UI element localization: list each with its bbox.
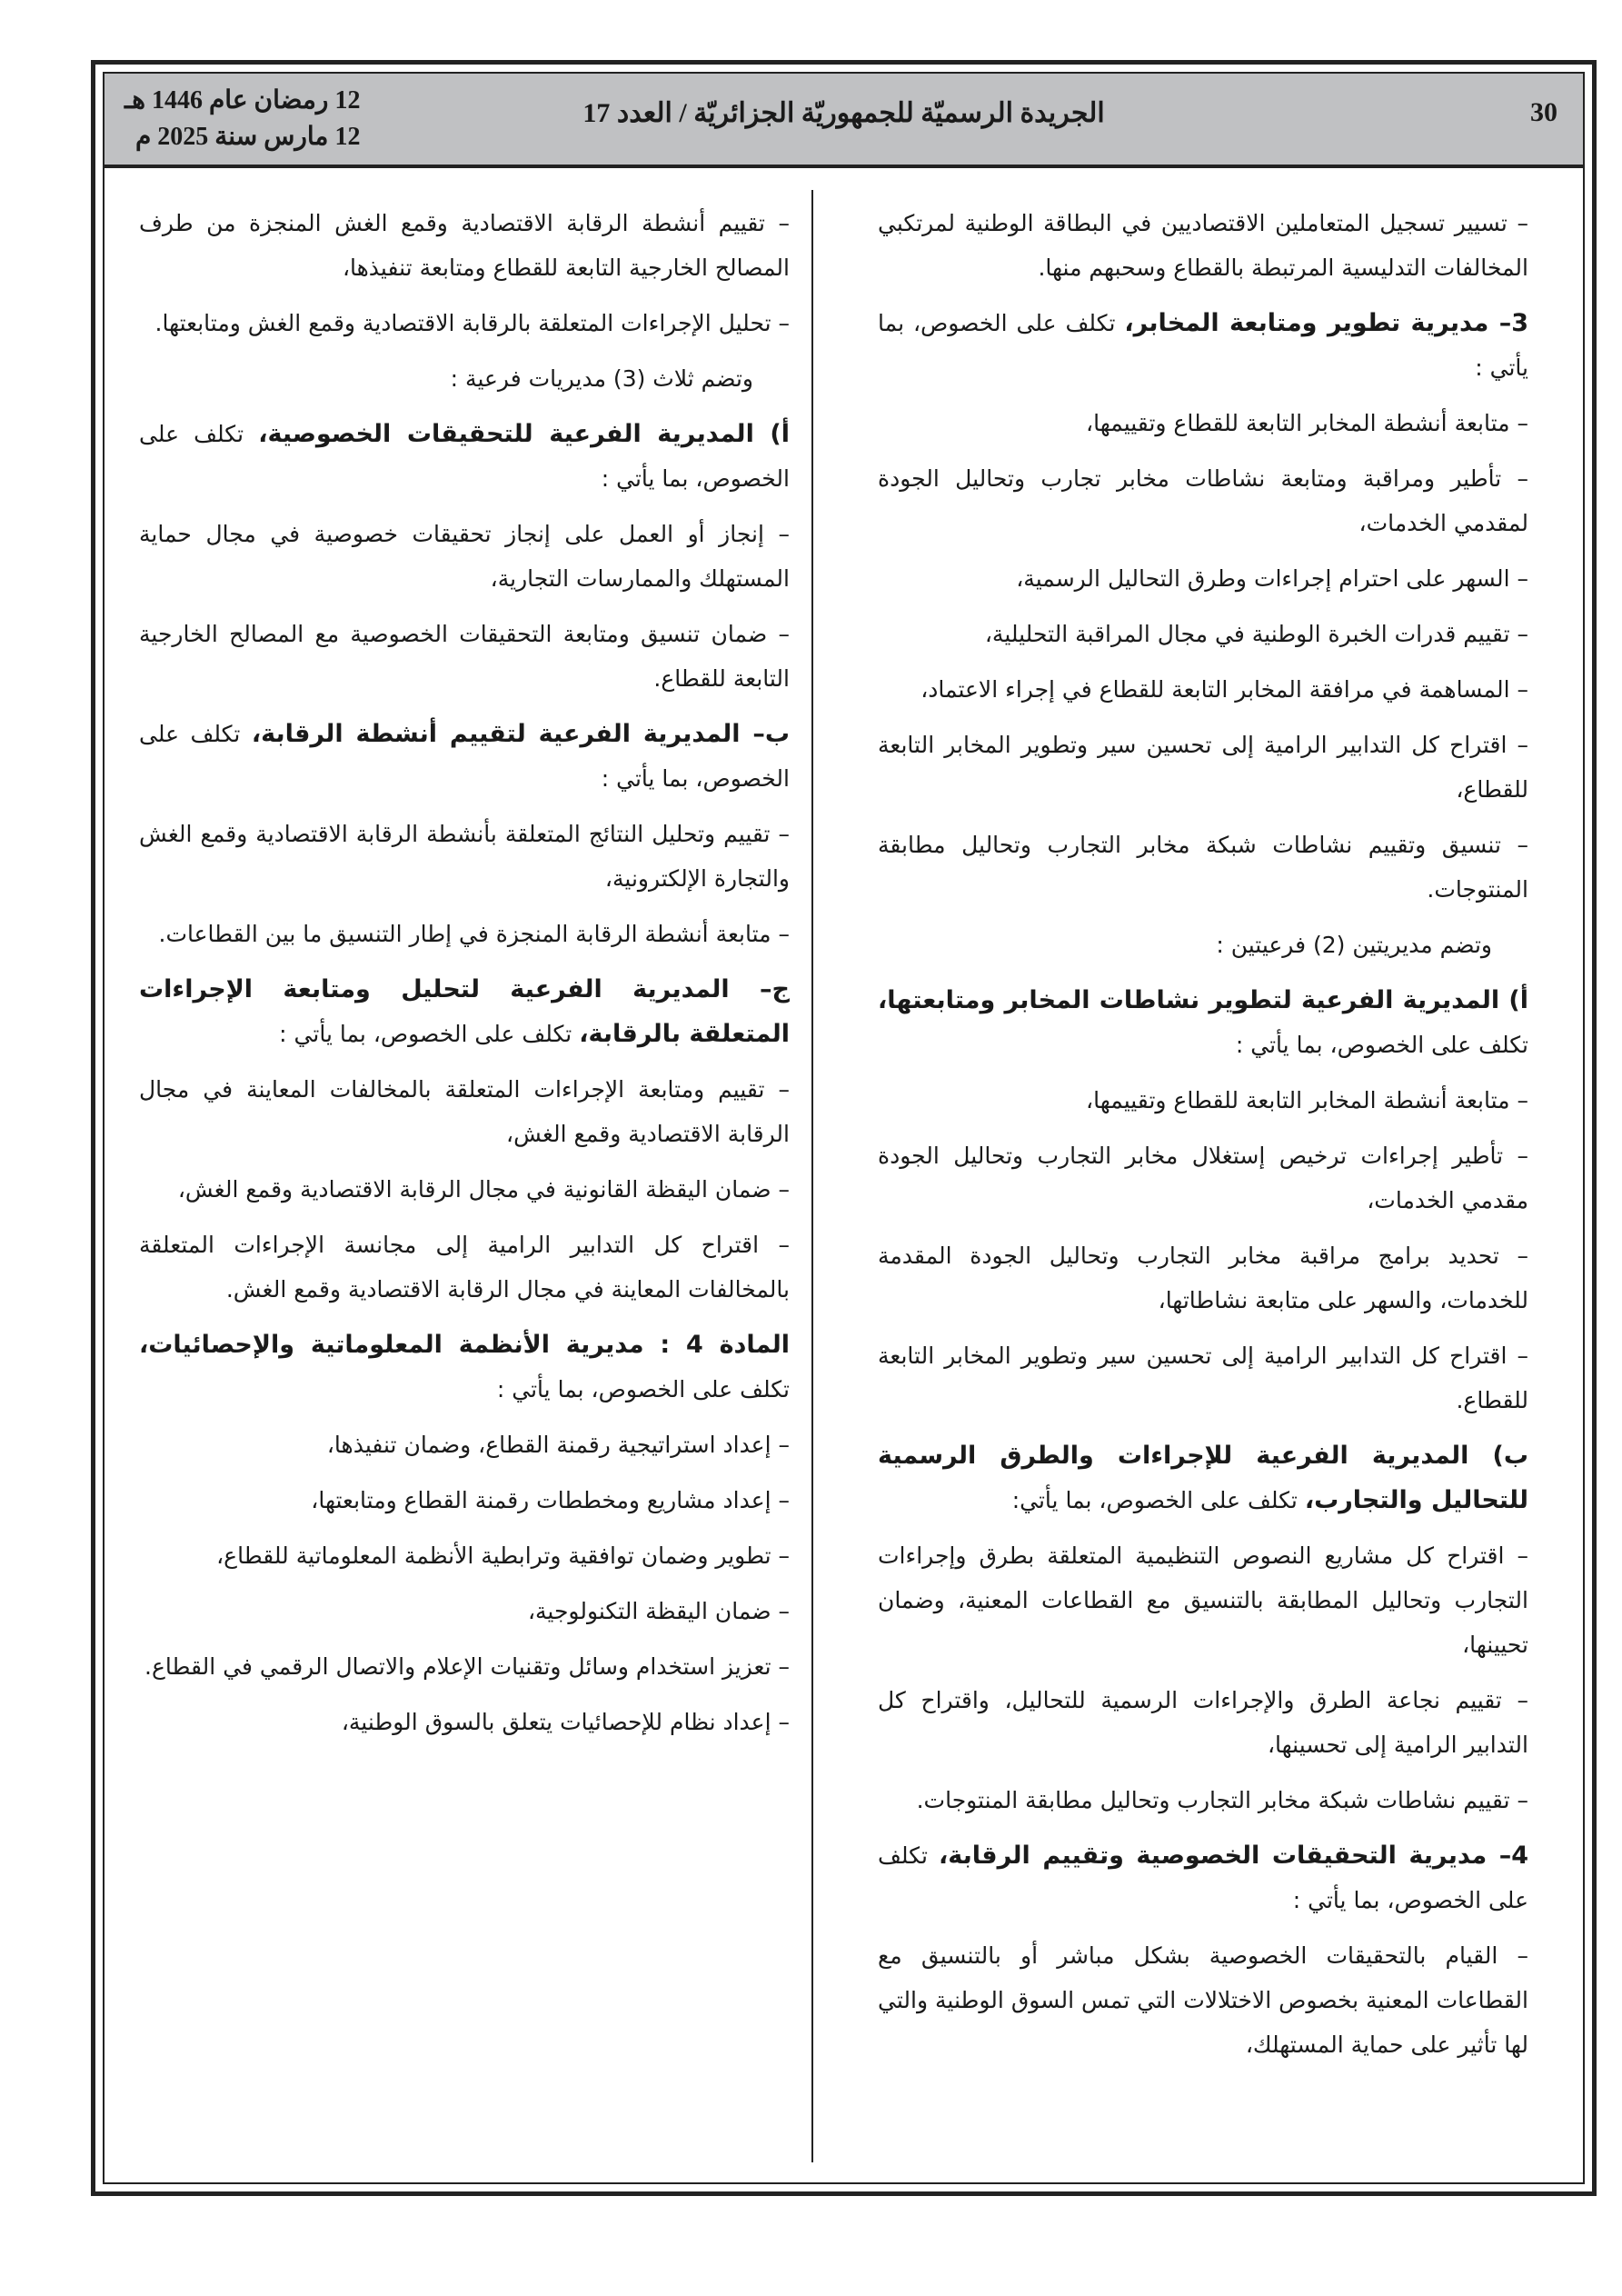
gazette-header <box>104 74 1583 168</box>
section-paragraph <box>139 712 790 801</box>
paragraph <box>139 1644 790 1689</box>
paragraph <box>878 201 1528 290</box>
paragraph <box>139 201 790 290</box>
paragraph-text: – ضمان اليقظة القانونية في مجال الرقابة الاقتصادية وقمع الغش، <box>177 1176 790 1203</box>
paragraph-text: – تقييم ومتابعة الإجراءات المتعلقة بالمخالفات المعاينة في مجال الرقابة الاقتصادية وقمع الغش، <box>139 1076 790 1147</box>
section-paragraph <box>878 978 1528 1067</box>
section-heading: 4– مديرية التحقيقات الخصوصية وتقييم الرقابة، <box>939 1842 1528 1870</box>
paragraph <box>139 1423 790 1467</box>
paragraph-text: تكلف على الخصوص، بما يأتي: <box>1011 1487 1305 1513</box>
paragraph-text: – تطوير وضمان توافقية وترابطية الأنظمة المعلوماتية للقطاع، <box>216 1542 790 1569</box>
section-heading: أ) المديرية الفرعية لتطوير نشاطات المخابر ومتابعتها، <box>878 986 1528 1014</box>
paragraph <box>878 1533 1528 1667</box>
paragraph-text: – اقتراح كل التدابير الرامية إلى تحسين سير وتطوير المخابر التابعة للقطاع. <box>878 1343 1528 1413</box>
paragraph <box>139 1478 790 1522</box>
paragraph-text: تكلف على الخصوص، بما يأتي : <box>279 1021 580 1047</box>
paragraph-text: – تقييم نشاطات شبكة مخابر التجارب وتحاليل مطابقة المنتوجات. <box>916 1787 1528 1813</box>
section-heading: ب) المديرية الفرعية للإجراءات والطرق الرسمية للتحاليل والتجارب، <box>878 1442 1528 1514</box>
paragraph <box>139 1223 790 1312</box>
paragraph-text: تكلف على الخصوص، بما يأتي : <box>878 310 1528 381</box>
paragraph <box>878 723 1528 812</box>
paragraph <box>878 667 1528 712</box>
paragraph-text: – إعداد استراتيجية رقمنة القطاع، وضمان تنفيذها، <box>326 1432 790 1458</box>
section-heading: ج– المديرية الفرعية لتحليل ومتابعة الإجراءات المتعلقة بالرقابة، <box>139 975 790 1048</box>
column-divider <box>811 190 813 2162</box>
paragraph-text: – اقتراح كل التدابير الرامية إلى مجانسة الإجراءات المتعلقة بالمخالفات المعاينة في مجال الرقابة الاقتصادية وقمع الغش. <box>139 1232 790 1303</box>
page-frame <box>91 60 1597 2196</box>
paragraph <box>878 401 1528 445</box>
section-heading: 3– مديرية تطوير ومتابعة المخابر، <box>1124 309 1529 337</box>
section-heading: أ) المديرية الفرعية للتحقيقات الخصوصية، <box>258 420 790 448</box>
section-paragraph <box>139 1323 790 1412</box>
paragraph-text: – اقتراح كل التدابير الرامية إلى تحسين سير وتطوير المخابر التابعة للقطاع، <box>878 732 1528 803</box>
section-paragraph <box>878 1833 1528 1922</box>
paragraph <box>139 512 790 601</box>
paragraph <box>878 823 1528 912</box>
paragraph <box>878 1678 1528 1767</box>
paragraph <box>139 1533 790 1578</box>
paragraph <box>878 612 1528 656</box>
date-gregorian: 12 مارس سنة 2025 م <box>134 123 361 151</box>
paragraph <box>139 356 790 401</box>
paragraph-text: – ضمان تنسيق ومتابعة التحقيقات الخصوصية مع المصالح الخارجية التابعة للقطاع. <box>139 621 790 692</box>
section-heading: ب– المديرية الفرعية لتقييم أنشطة الرقابة، <box>251 720 790 748</box>
section-paragraph <box>139 967 790 1056</box>
paragraph <box>878 1933 1528 2067</box>
paragraph <box>139 1700 790 1744</box>
paragraph-text: وتضم مديريتين (2) فرعيتين : <box>1216 932 1492 958</box>
paragraph-text: – تأطير ومراقبة ومتابعة نشاطات مخابر تجارب وتحاليل الجودة لمقدمي الخدمات، <box>878 465 1528 536</box>
page-inner-border <box>103 72 1585 2184</box>
paragraph-text: – ضمان اليقظة التكنولوجية، <box>527 1598 790 1624</box>
section-heading: المادة 4 : مديرية الأنظمة المعلوماتية والإحصائيات، <box>139 1331 790 1359</box>
paragraph <box>139 301 790 345</box>
paragraph-text: تكلف على الخصوص، بما يأتي : <box>1235 1032 1528 1058</box>
paragraph-text: تكلف على الخصوص، بما يأتي : <box>139 721 790 792</box>
paragraph <box>878 1333 1528 1423</box>
paragraph <box>139 1067 790 1156</box>
paragraph <box>878 456 1528 545</box>
paragraph-text: – المساهمة في مرافقة المخابر التابعة للقطاع في إجراء الاعتماد، <box>920 676 1528 703</box>
paragraph-text: تكلف على الخصوص، بما يأتي : <box>878 1842 1528 1913</box>
right-column <box>878 201 1528 2078</box>
paragraph <box>878 1778 1528 1822</box>
paragraph <box>139 1589 790 1633</box>
paragraph-text: – متابعة أنشطة الرقابة المنجزة في إطار التنسيق ما بين القطاعات. <box>158 921 790 947</box>
paragraph-text: – القيام بالتحقيقات الخصوصية بشكل مباشر أو بالتنسيق مع القطاعات المعنية بخصوص الاختلالات التي تمس السوق الوطنية والتي لها تأثير على حماية المستهلك، <box>878 1942 1528 2058</box>
paragraph-text: – تنسيق وتقييم نشاطات شبكة مخابر التجارب وتحاليل مطابقة المنتوجات. <box>878 832 1528 903</box>
paragraph <box>139 912 790 956</box>
paragraph-text: – اقتراح كل مشاريع النصوص التنظيمية المتعلقة بطرق وإجراءات التجارب وتحاليل المطابقة بالتنسيق مع القطاعات المعنية، وضمان تحيينها، <box>878 1542 1528 1658</box>
page-number: 30 <box>1530 97 1557 127</box>
paragraph-text: تكلف على الخصوص، بما يأتي : <box>496 1376 790 1403</box>
paragraph <box>139 812 790 901</box>
paragraph-text: – تسيير تسجيل المتعاملين الاقتصاديين في البطاقة الوطنية لمرتكبي المخالفات التدليسية المرتبطة بالقطاع وسحبهم منها. <box>878 210 1528 281</box>
paragraph-text: – تقييم نجاعة الطرق والإجراءات الرسمية للتحاليل، واقتراح كل التدابير الرامية إلى تحسينها، <box>878 1687 1528 1758</box>
paragraph-text: – إعداد مشاريع ومخططات رقمنة القطاع ومتابعتها، <box>311 1487 790 1513</box>
paragraph-text: – تقييم قدرات الخبرة الوطنية في مجال المراقبة التحليلية، <box>984 621 1528 647</box>
paragraph <box>878 1133 1528 1223</box>
paragraph <box>878 1078 1528 1123</box>
section-paragraph <box>878 1433 1528 1522</box>
date-hijri: 12 رمضان عام 1446 هـ <box>124 86 361 115</box>
gazette-title: الجريدة الرسميّة للجمهوريّة الجزائريّة / العدد 17 <box>582 98 1105 128</box>
paragraph-text: وتضم ثلاث (3) مديريات فرعية : <box>450 365 753 392</box>
paragraph <box>139 1167 790 1212</box>
paragraph-text: – إعداد نظام للإحصائيات يتعلق بالسوق الوطنية، <box>341 1709 790 1735</box>
paragraph-text: – متابعة أنشطة المخابر التابعة للقطاع وتقييمها، <box>1086 1087 1528 1113</box>
paragraph-text: – تقييم أنشطة الرقابة الاقتصادية وقمع الغش المنجزة من طرف المصالح الخارجية التابعة للقطاع ومتابعة تنفيذها، <box>139 210 790 281</box>
paragraph <box>878 556 1528 601</box>
paragraph <box>139 612 790 701</box>
paragraph-text: تكلف على الخصوص، بما يأتي : <box>139 421 790 492</box>
paragraph-text: – تحليل الإجراءات المتعلقة بالرقابة الاقتصادية وقمع الغش ومتابعتها. <box>154 310 790 336</box>
paragraph <box>878 923 1528 967</box>
paragraph-text: – السهر على احترام إجراءات وطرق التحاليل الرسمية، <box>1016 565 1528 592</box>
section-paragraph <box>139 412 790 501</box>
paragraph-text: – متابعة أنشطة المخابر التابعة للقطاع وتقييمها، <box>1086 410 1528 436</box>
section-paragraph <box>878 301 1528 390</box>
paragraph-text: – تحديد برامج مراقبة مخابر التجارب وتحاليل الجودة المقدمة للخدمات، والسهر على متابعة نشاطاتها، <box>878 1243 1528 1313</box>
paragraph-text: – إنجاز أو العمل على إنجاز تحقيقات خصوصية في مجال حماية المستهلك والممارسات التجارية، <box>139 521 790 592</box>
paragraph-text: – تعزيز استخدام وسائل وتقنيات الإعلام والاتصال الرقمي في القطاع. <box>144 1653 790 1680</box>
paragraph-text: – تأطير إجراءات ترخيص إستغلال مخابر التجارب وتحاليل الجودة مقدمي الخدمات، <box>878 1143 1528 1213</box>
paragraph <box>878 1233 1528 1323</box>
left-column <box>139 201 790 1755</box>
paragraph-text: – تقييم وتحليل النتائج المتعلقة بأنشطة الرقابة الاقتصادية وقمع الغش والتجارة الإلكترونية، <box>139 821 790 892</box>
